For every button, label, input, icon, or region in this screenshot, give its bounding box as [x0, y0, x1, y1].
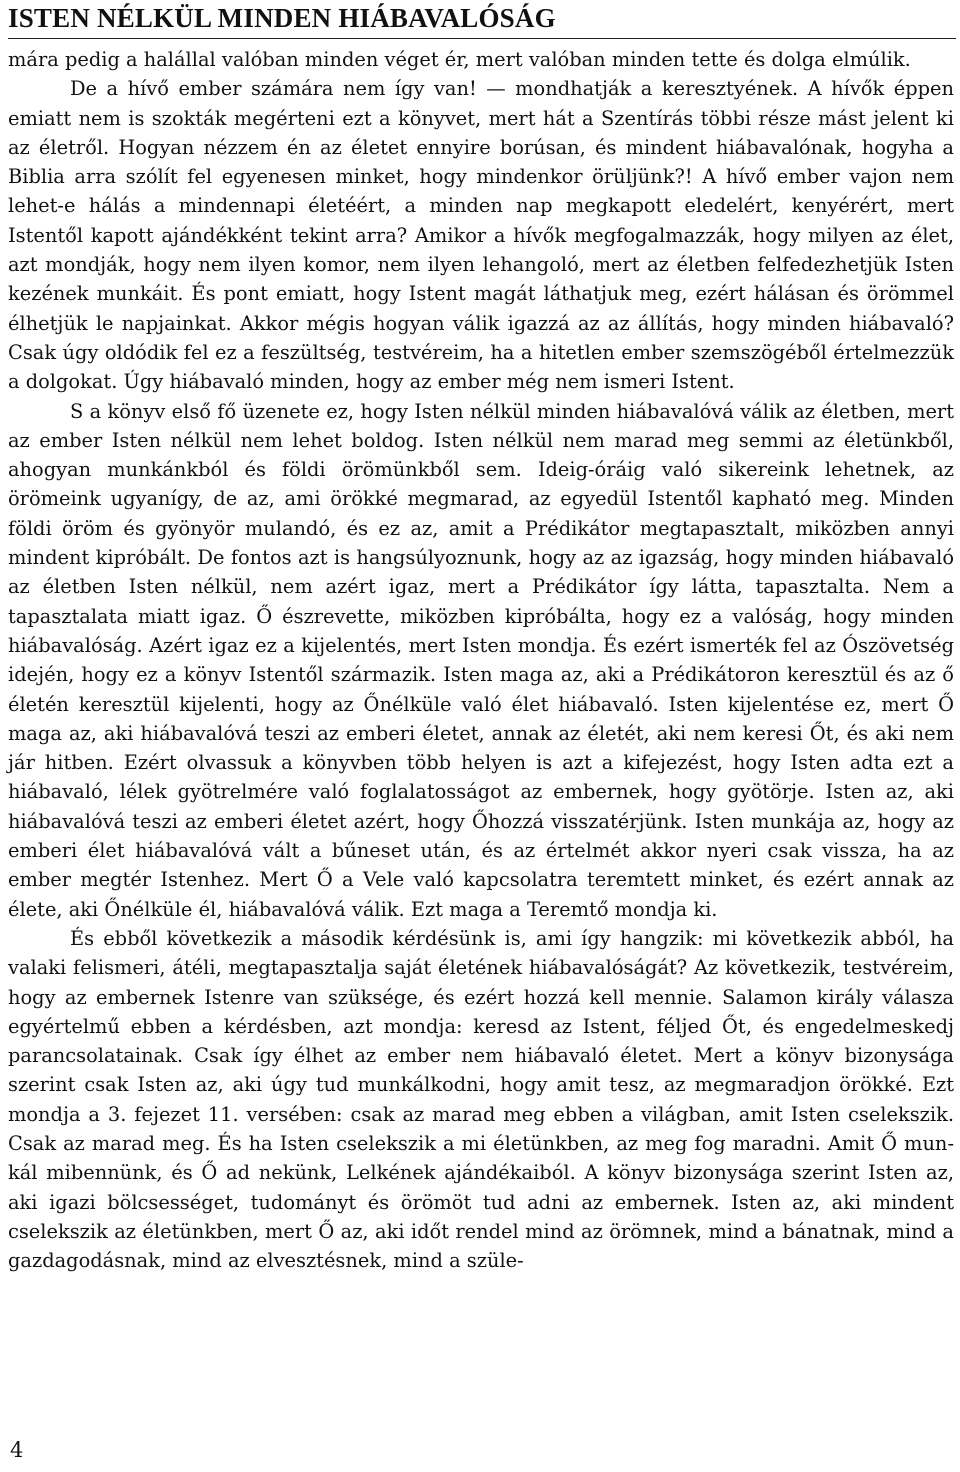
paragraph-2: De a hívő ember számára nem így van! — mondhatják a keresztyének. A hívők éppen emiatt nem is szokták megérteni ezt a könyvet, mert hát a Szentírás többi része mást jelent ki az életről. Hogyan nézzem én az életet ennyire borúsan, és mindent hiábavalónak, hogyha a Biblia arra szólít fel egyenesen minket, hogy mindenkor örüljünk?! A hívő ember vajon nem lehet-e hálás a mindennapi életéért, a minden nap megkapott eledelért, kenyérért, mert Istentől kapott ajándékként tekint arra? Amikor a hívők megfogalmazzák, hogy milyen az élet, azt mondják, hogy nem ilyen komor, nem ilyen lehangoló, mert az életben felfedezhetjük Isten kezének munkáit. És pont emiatt, hogy Istent magát láthatjuk meg, ezért hálásan és örömmel élhetjük le napjainkat. Akkor mégis hogyan válik igazzá az az állítás, hogy minden hiábavaló? Csak úgy oldódik fel ez a feszültség, testvéreim, ha a hitetlen ember szemszögéből értelmezzük a dolgokat. Úgy hiábavaló minden, hogy az ember még nem ismeri Istent.: [8, 77, 954, 394]
paragraph-1: mára pedig a halállal valóban minden véget ér, mert valóban minden tette és dolga elmúlik.: [8, 48, 911, 71]
paragraph-4: És ebből következik a második kérdésünk is, ami így hangzik: mi következik abból, ha valaki felismeri, átéli, megtapasztalja saját életének hiábavalóságát? Az következik, testvéreim, hogy az embernek Istenre van szüksége, és ezért hozzá kell mennie. Salamon király válasza egyértelmű ebben a kérdésben, azt mondja: keresd az Istent, féljed Őt, és engedelmeskedj parancsolatainak. Csak így élhet az ember nem hiábavaló életet. Mert a könyv bizonysága szerint csak Isten az, aki úgy tud munkálkodni, hogy amit tesz, az megmaradjon örökké. Ezt mondja a 3. fejezet 11. versében: csak az marad meg ebben a világban, amit Isten cselekszik. Csak az marad meg. És ha Isten cselekszik a mi életünkben, az meg fog maradni. Amit Ő munkál mibennünk, és Ő ad nekünk, Lelkének ajándékaiból. A könyv bizonysága szerint Isten az, aki igazi bölcsességet, tudományt és örömöt tud adni az embernek. Isten az, aki mindent cselekszik az életünkben, mert Ő az, aki időt rendel mind az örömnek, mind a bánatnak, mind a gazdagodásnak, mind az elvesztésnek, mind a szüle-: [8, 926, 954, 1273]
header-title: ISTEN NÉLKÜL MINDEN HIÁBAVALÓSÁG: [8, 3, 556, 33]
paragraph-3: S a könyv első fő üzenete ez, hogy Isten nélkül minden hiábavalóvá válik az életben, mert az ember Isten nélkül nem lehet boldog. Isten nélkül nem marad meg semmi az életünkből, ahogyan munkánkból és földi örömünkből sem. Ideig-óráig való sikereink lehetnek, az örömeink ugyanígy, de az, ami örökké megmarad, az egyedül Istentől kapható meg. Minden földi öröm és gyönyör mulandó, és ez az, amit a Prédikátor megtapasztalt, miközben annyi mindent kipróbált. De fontos azt is hangsúlyoznunk, hogy az az igazság, hogy minden hiábavaló az életben Isten nélkül, nem azért igaz, mert a Prédikátor így látta, tapasztalta. Nem a tapasztalata miatt igaz. Ő észrevette, miközben kipróbálta, hogy ez a valóság, hogy minden hiábavalóság. Azért igaz ez a kijelentés, mert Isten mondja. És ezért ismerték fel az Ószövetség idején, hogy ez a könyv Istentől származik. Isten maga az, aki a Prédikátoron keresztül és az ő életén keresztül kijelenti, hogy az Őnélküle való élet hiábavaló. Isten kijelentése ez, mert Ő maga az, aki hiábavalóvá teszi az emberi életet, annak az életét, aki nem keresi Őt, és aki nem jár hitben. Ezért olvassuk a könyvben több helyen is azt a kifejezést, hogy Isten adta ezt a hiábavaló, lélek gyötrelmére való foglalatosságot az embernek, hogy gyötörje. Isten az, aki hiábavalóvá teszi az emberi életet azért, hogy Őhozzá visszatérjünk. Isten munkája az, hogy az emberi élet hiábavalóvá vált a bűneset után, és az értelmét akkor nyeri csak vissza, ha az ember megtér Istenhez. Mert Ő a Vele való kapcsolatra teremtett minket, és ezért annak az élete, aki Őnélküle él, hiábavalóvá válik. Ezt maga a Teremtő mondja ki.: [8, 399, 954, 921]
body-text: [8, 45, 954, 1275]
page-number: 4: [10, 1438, 24, 1462]
running-header: [8, 2, 956, 39]
